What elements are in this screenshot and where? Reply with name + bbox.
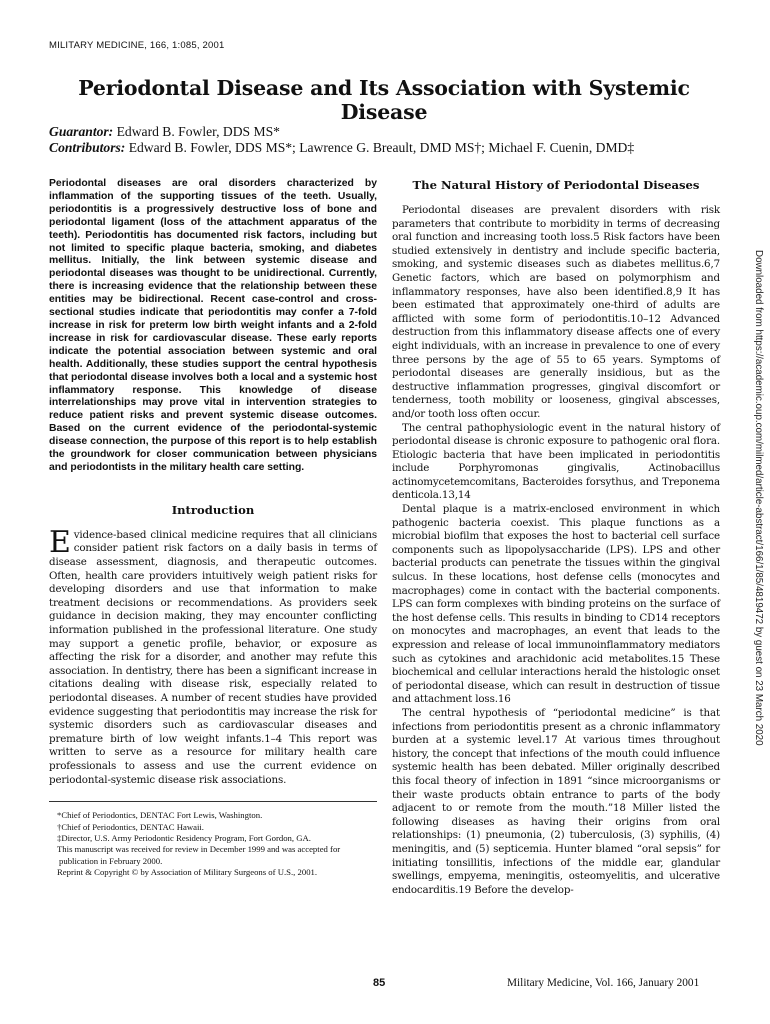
guarantor-name: Edward B. Fowler, DDS MS* — [113, 124, 280, 139]
footnotes — [49, 801, 377, 878]
contributors-names: Edward B. Fowler, DDS MS*; Lawrence G. Breault, DMD MS†; Michael F. Cuenin, DMD‡ — [125, 140, 635, 155]
body-paragraph: The central hypothesis of “periodontal medicine” is that infections from periodontitis present as a chronic inflammatory burden at a systemic level.17 At various times throughout history, the concept that infections of the mouth could influence systemic health has been debated. Miller originally described this focal theory of infection in 1891 “since microorganisms or their waste products obtain entrance to parts of the body adjacent to or remote from the mouth.”18 Miller listed the following diseases as having their origins from oral relationships: (1) pneumonia, (2) tuberculosis, (3) syphilis, (4) meningitis, and (5) septicemia. Hunter blamed “oral sepsis” for initiating tonsillitis, infections of the middle ear, glandular swellings, empyema, meningitis, osteomyelitis, and ulcerative endocarditis.19 Before the develop- — [392, 706, 720, 896]
journal-footer: Military Medicine, Vol. 166, January 2001 — [507, 977, 700, 989]
guarantor-line — [49, 124, 719, 140]
drop-cap: E — [49, 524, 71, 560]
footnote: *Chief of Periodontics, DENTAC Fort Lewis, Washington. — [57, 810, 263, 821]
download-watermark — [752, 250, 766, 746]
footnote: Reprint & Copyright © by Association of Military Surgeons of U.S., 2001. — [57, 867, 318, 878]
body-paragraph: Dental plaque is a matrix-enclosed environment in which pathogenic bacteria coexist. This plaque functions as a microbial biofilm that exposes the host to bacterial cell surface components such as lipopolysaccharide (LPS). LPS and other bacterial products can penetrate the tissues within the gingival sulcus. In these locations, host defense cells (monocytes and macrophages) come in contact with the bacterial components. LPS can form complexes with binding proteins on the surface of the host defense cells. This results in binding to CD14 receptors on monocytes and macrophages, an event that leads to the expression and release of local immunoinflammatory mediators such as cytokines and arachidonic acid metabolites.15 These biochemical and cellular interactions herald the histologic onset of periodontal disease, which can result in destruction of tissue and attachment loss.16 — [392, 503, 720, 706]
article-title: Periodontal Disease and Its Association with Systemic Disease — [78, 76, 690, 124]
body-paragraph: The central pathophysiologic event in the natural history of periodontal disease is chronic exposure to pathogenic oral flora. Etiologic bacteria that have been implicated in periodontitis include Porphyromonas gingivalis, Actinobacillus actinomycetemcomitans, Bacteroides forsythus, and Treponema denticola.13,14 — [392, 421, 720, 502]
contributors-line — [49, 140, 719, 156]
introduction-heading: Introduction — [171, 502, 255, 517]
footnote: This manuscript was received for review in December 1999 and was accepted for publication in February 2000. — [57, 844, 341, 866]
page-number: 85 — [373, 977, 386, 989]
guarantor-label: Guarantor: — [49, 124, 114, 139]
right-column — [392, 178, 720, 897]
download-watermark-text[interactable]: Downloaded from https://academic.oup.com/milmed/article-abstract/166/1/85/4819472 by guest on 23 March 2020 — [753, 250, 764, 746]
contributors-label: Contributors: — [49, 140, 126, 155]
introduction-text: vidence-based clinical medicine requires that all clinicians consider patient risk factors on a daily basis in terms of disease assessment, diagnosis, and therapeutic outcomes. Often, health care providers intuitively weigh patient risks for developing disorders and use that information to make treatment decisions or recommendations. As providers seek guidance in decision making, they may encounter conflicting information published in the professional literature. One study may support a genetic profile, behavior, or exposure as affecting the risk for a disorder, and another may refute this association. In dentistry, there has been a significant increase in citations dealing with disease risk, especially related to periodontal diseases. A number of recent studies have provided evidence suggesting that periodontitis may increase the risk for systemic disorders such as cardiovascular diseases and premature birth of low weight infants.1–4 This report was written to serve as a resource for military health care professionals to assess and use the current evidence on periodontal-systemic disease risk associations. — [49, 528, 377, 786]
left-column — [49, 178, 377, 879]
running-head: MILITARY MEDICINE, 166, 1:085, 2001 — [49, 40, 225, 51]
footnote: ‡Director, U.S. Army Periodontic Residency Program, Fort Gordon, GA. — [57, 832, 311, 843]
introduction-paragraph — [49, 524, 377, 787]
author-credits — [49, 124, 719, 156]
natural-history-heading: The Natural History of Periodontal Diseases — [412, 178, 700, 192]
abstract: Periodontal diseases are oral disorders characterized by inflammation of the supporting tissues of the teeth. Usually, periodontitis is a progressively destructive loss of bone and periodontal ligament (loss of the attachment apparatus of the teeth). Periodontitis has documented risk factors, including but not limited to specific plaque bacteria, smoking, and diabetes mellitus. Initially, the link between systemic disease and periodontal diseases was thought to be unidirectional. Currently, there is increasing evidence that the relationship between these entities may be bidirectional. Recent case-control and cross-sectional studies indicate that periodontitis may confer a 7-fold increase in risk for preterm low birth weight infants and a 2-fold increase in risk for cardiovascular disease. These early reports indicate the potential association between systemic and oral health. Additionally, these studies support the central hypothesis that periodontal disease involves both a local and a systemic host inflammatory response. This knowledge of disease interrelationships may prove vital in intervention strategies to reduce patient risks and prevent systemic disease outcomes. Based on the current evidence of the periodontal-systemic disease connection, the purpose of this report is to help establish the groundwork for closer communication between physicians and periodontists in the military health care setting. — [49, 178, 377, 473]
footnote: †Chief of Periodontics, DENTAC Hawaii. — [57, 821, 204, 832]
body-paragraph: Periodontal diseases are prevalent disorders with risk parameters that contribute to morbidity in terms of decreasing oral function and increasing tooth loss.5 Risk factors have been studied extensively in dentistry and include specific bacteria, smoking, and systemic diseases such as diabetes mellitus.6,7 Genetic factors, which are based on polymorphism and inflammatory responses, have also been identified.8,9 It has been estimated that approximately one-third of adults are afflicted with some form of periodontitis.10–12 Advanced destruction from this inflammatory disease affects one of every eight individuals, with an increase in prevalence to one of every three persons by the age of 55 to 65 years. Symptoms of periodontal diseases are generally insidious, but as the destructive inflammation progresses, gingival discomfort or tenderness, tooth mobility or looseness, gingival abscesses, and/or tooth loss often occur. — [392, 204, 720, 420]
